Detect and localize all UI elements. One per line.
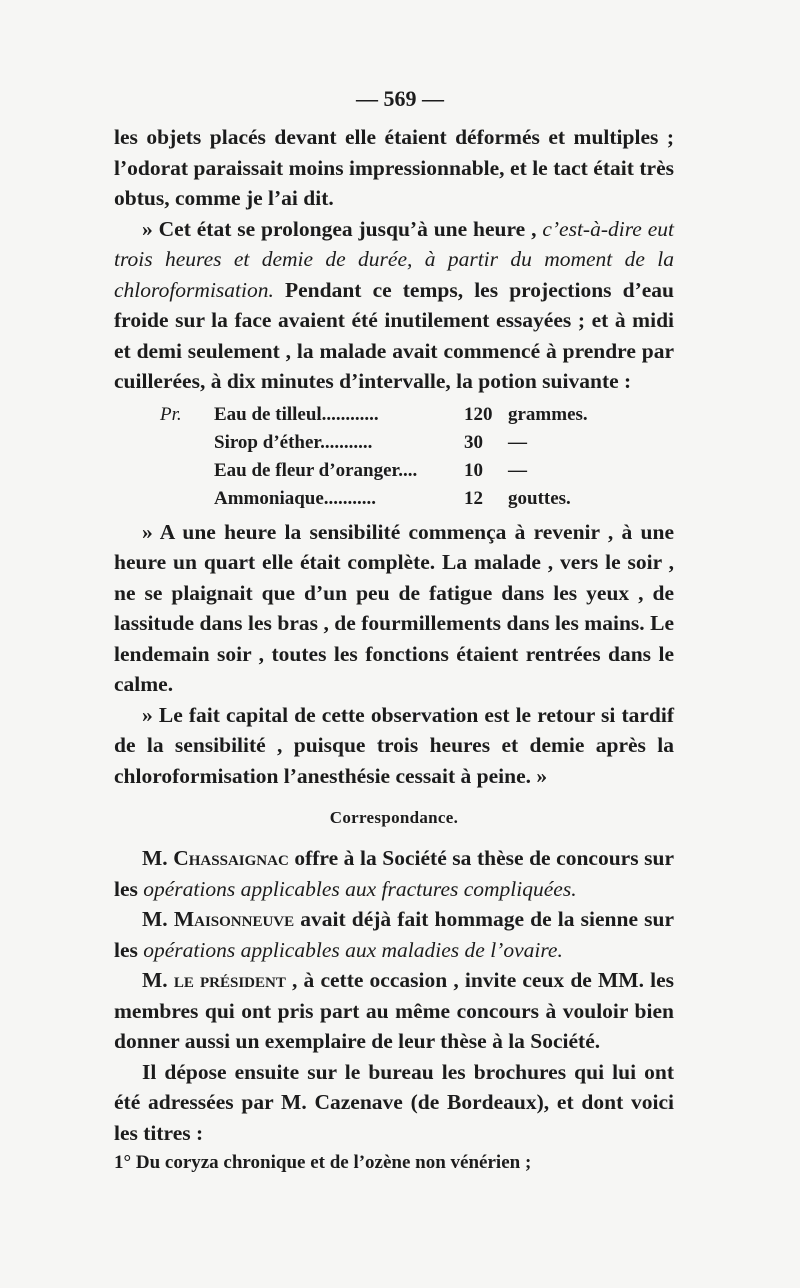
paragraph-6-text: avait déjà fait hommage de la sienne sur les [114, 907, 675, 962]
paragraph-5-text: offre à la Société sa thèse de concours sur les [114, 846, 675, 901]
section-heading: Correspondance. [329, 808, 459, 827]
paragraph-7-prefix: M. [142, 968, 174, 992]
recipe-row [160, 485, 588, 513]
paragraph-5-prefix: M. [142, 846, 174, 870]
page-number: — 569 — [356, 86, 444, 111]
recipe-unit: — [508, 459, 527, 481]
recipe-unit: — [508, 431, 527, 453]
recipe-table [160, 401, 588, 513]
paragraph-7 [114, 965, 674, 1057]
recipe-row [160, 429, 588, 457]
paragraph-1: les objets placés devant elle étaient déformés et multiples ; l’odorat paraissait moins impressionnable, et le tact était très obtus, comme je l’ai dit. [114, 125, 674, 210]
president-name: le président [173, 968, 286, 992]
author-name: Chassaignac [173, 846, 289, 870]
recipe-unit: grammes. [508, 403, 588, 425]
recipe-quantity: 12 [464, 487, 483, 509]
author-name: Maisonneuve [173, 907, 295, 931]
thesis-title: opérations applicables aux fractures compliquées. [143, 876, 577, 901]
paragraph-4: » Le fait capital de cette observation est le retour si tardif de la sensibilité , puisque trois heures et demie après la chloroformisation l’anesthésie cessait à peine. » [114, 702, 674, 788]
paragraph-8: Il dépose ensuite sur le bureau les brochures qui lui ont été adressées par M. Cazenave (de Bordeaux), et dont voici les titres : [114, 1059, 674, 1145]
paragraph-2 [114, 214, 674, 397]
paragraph-2-end: Pendant ce temps, les projections d’eau froide sur la face avaient été inutilement essayées ; et à midi et demi seulement , la malade avait commencé à prendre par cuillerées, à dix minutes d’intervalle, la potion suivante : [114, 277, 674, 393]
recipe-ingredient: Eau de fleur d’oranger.... [214, 459, 418, 481]
recipe-prefix: Pr. [160, 403, 182, 425]
recipe-quantity: 10 [464, 459, 483, 481]
recipe-unit: gouttes. [508, 487, 571, 509]
recipe-row [160, 401, 588, 429]
recipe-quantity: 120 [464, 403, 493, 425]
recipe-ingredient: Sirop d’éther........... [214, 431, 373, 453]
paragraph-2-italic: c’est-à-dire eut trois heures et demie de durée, à partir du moment de la chloroformisation. [114, 216, 674, 302]
paragraph-6-prefix: M. [142, 907, 174, 931]
recipe-ingredient: Ammoniaque........... [214, 487, 377, 509]
recipe-ingredient: Eau de tilleul............ [214, 403, 379, 425]
paragraph-7-text: , à cette occasion , invite ceux de MM. les membres qui ont pris part au même concours à vouloir bien donner aussi un exemplaire de leur thèse à la Société. [114, 968, 674, 1053]
thesis-title: opérations applicables aux maladies de l’ovaire. [143, 937, 563, 962]
body-text [114, 122, 674, 1179]
paragraph-3: » A une heure la sensibilité commença à revenir , à une heure un quart elle était complète. La malade , vers le soir , ne se plaignait que d’un peu de fatigue dans les yeux , de lassitude dans les bras , de fourmillements dans les mains. Le lendemain soir , toutes les fonctions étaient rentrées dans le calme. [114, 519, 674, 696]
recipe-quantity: 30 [464, 431, 483, 453]
paragraph-6 [114, 904, 674, 965]
recipe-row [160, 457, 588, 485]
list-item: 1° Du coryza chronique et de l’ozène non vénérien ; [114, 1152, 532, 1173]
paragraph-2-start: » Cet état se prolongea jusqu’à une heure , [142, 216, 543, 241]
paragraph-5 [114, 843, 674, 904]
